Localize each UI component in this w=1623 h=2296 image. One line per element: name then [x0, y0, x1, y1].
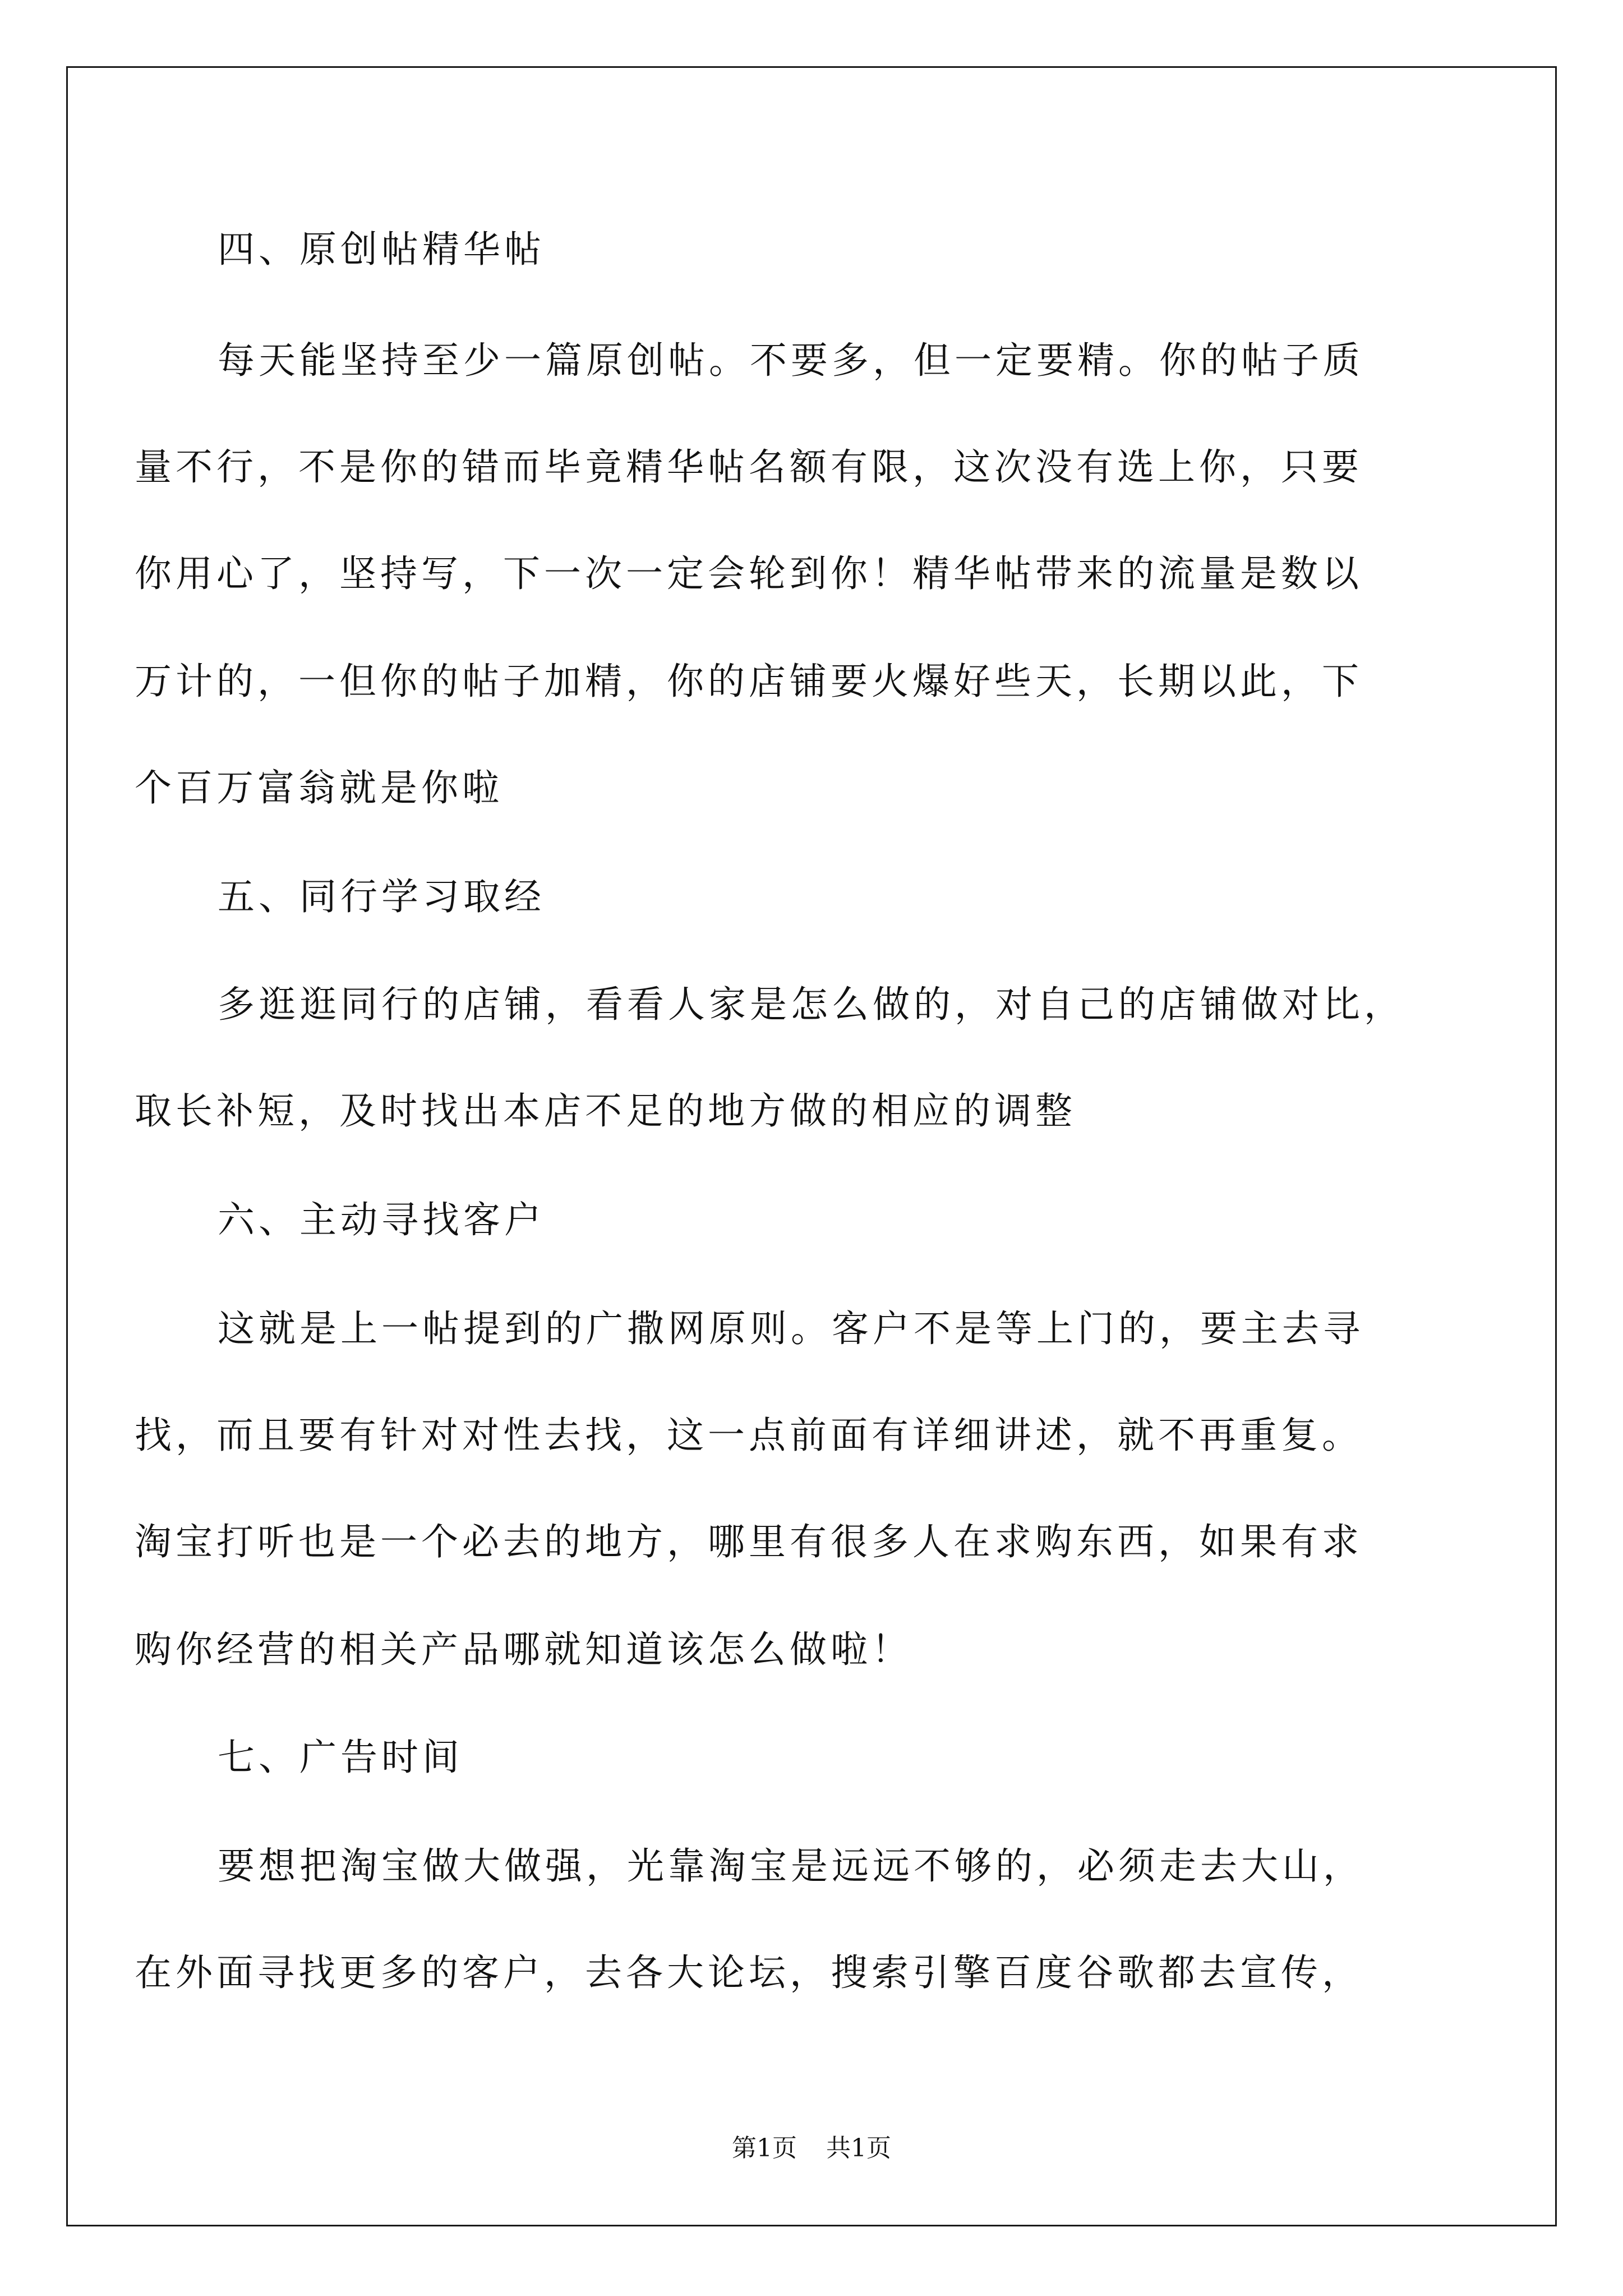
- section-heading-4: 四、原创帖精华帖: [218, 228, 545, 271]
- paragraph-line: 取长补短，及时找出本店不足的地方做的相应的调整: [135, 1089, 1076, 1133]
- page-border: [66, 66, 1557, 2226]
- section-heading-5: 五、同行学习取经: [218, 875, 545, 918]
- paragraph-line: 量不行，不是你的错而毕竟精华帖名额有限，这次没有选上你，只要: [135, 445, 1363, 489]
- section-heading-7: 七、广告时间: [218, 1736, 463, 1779]
- page-footer: [0, 2136, 1623, 2161]
- paragraph-line: 万计的，一但你的帖子加精，你的店铺要火爆好些天，长期以此，下: [135, 660, 1363, 703]
- paragraph-line: 个百万富翁就是你啦: [135, 766, 503, 809]
- paragraph-line: 淘宝打听也是一个必去的地方，哪里有很多人在求购东西，如果有求: [135, 1520, 1363, 1563]
- section-heading-6: 六、主动寻找客户: [218, 1198, 545, 1241]
- paragraph-line: 在外面寻找更多的客户，去各大论坛，搜索引擎百度谷歌都去宣传，: [135, 1951, 1363, 1994]
- paragraph-line: 找，而且要有针对对性去找，这一点前面有详细讲述，就不再重复。: [135, 1414, 1363, 1457]
- paragraph-line: 购你经营的相关产品哪就知道该怎么做啦！: [135, 1628, 912, 1671]
- paragraph-line: 这就是上一帖提到的广撒网原则。客户不是等上门的，要主去寻: [218, 1307, 1364, 1350]
- paragraph-line: 多逛逛同行的店铺，看看人家是怎么做的，对自己的店铺做对比，: [218, 983, 1405, 1026]
- paragraph-line: 你用心了，坚持写，下一次一定会轮到你！精华帖带来的流量是数以: [135, 552, 1363, 595]
- paragraph-line: 每天能坚持至少一篇原创帖。不要多，但一定要精。你的帖子质: [218, 339, 1364, 382]
- paragraph-line: 要想把淘宝做大做强，光靠淘宝是远远不够的，必须走去大山，: [218, 1844, 1364, 1888]
- page-count: 共1页: [826, 2134, 891, 2162]
- page-number: 第1页: [732, 2134, 797, 2162]
